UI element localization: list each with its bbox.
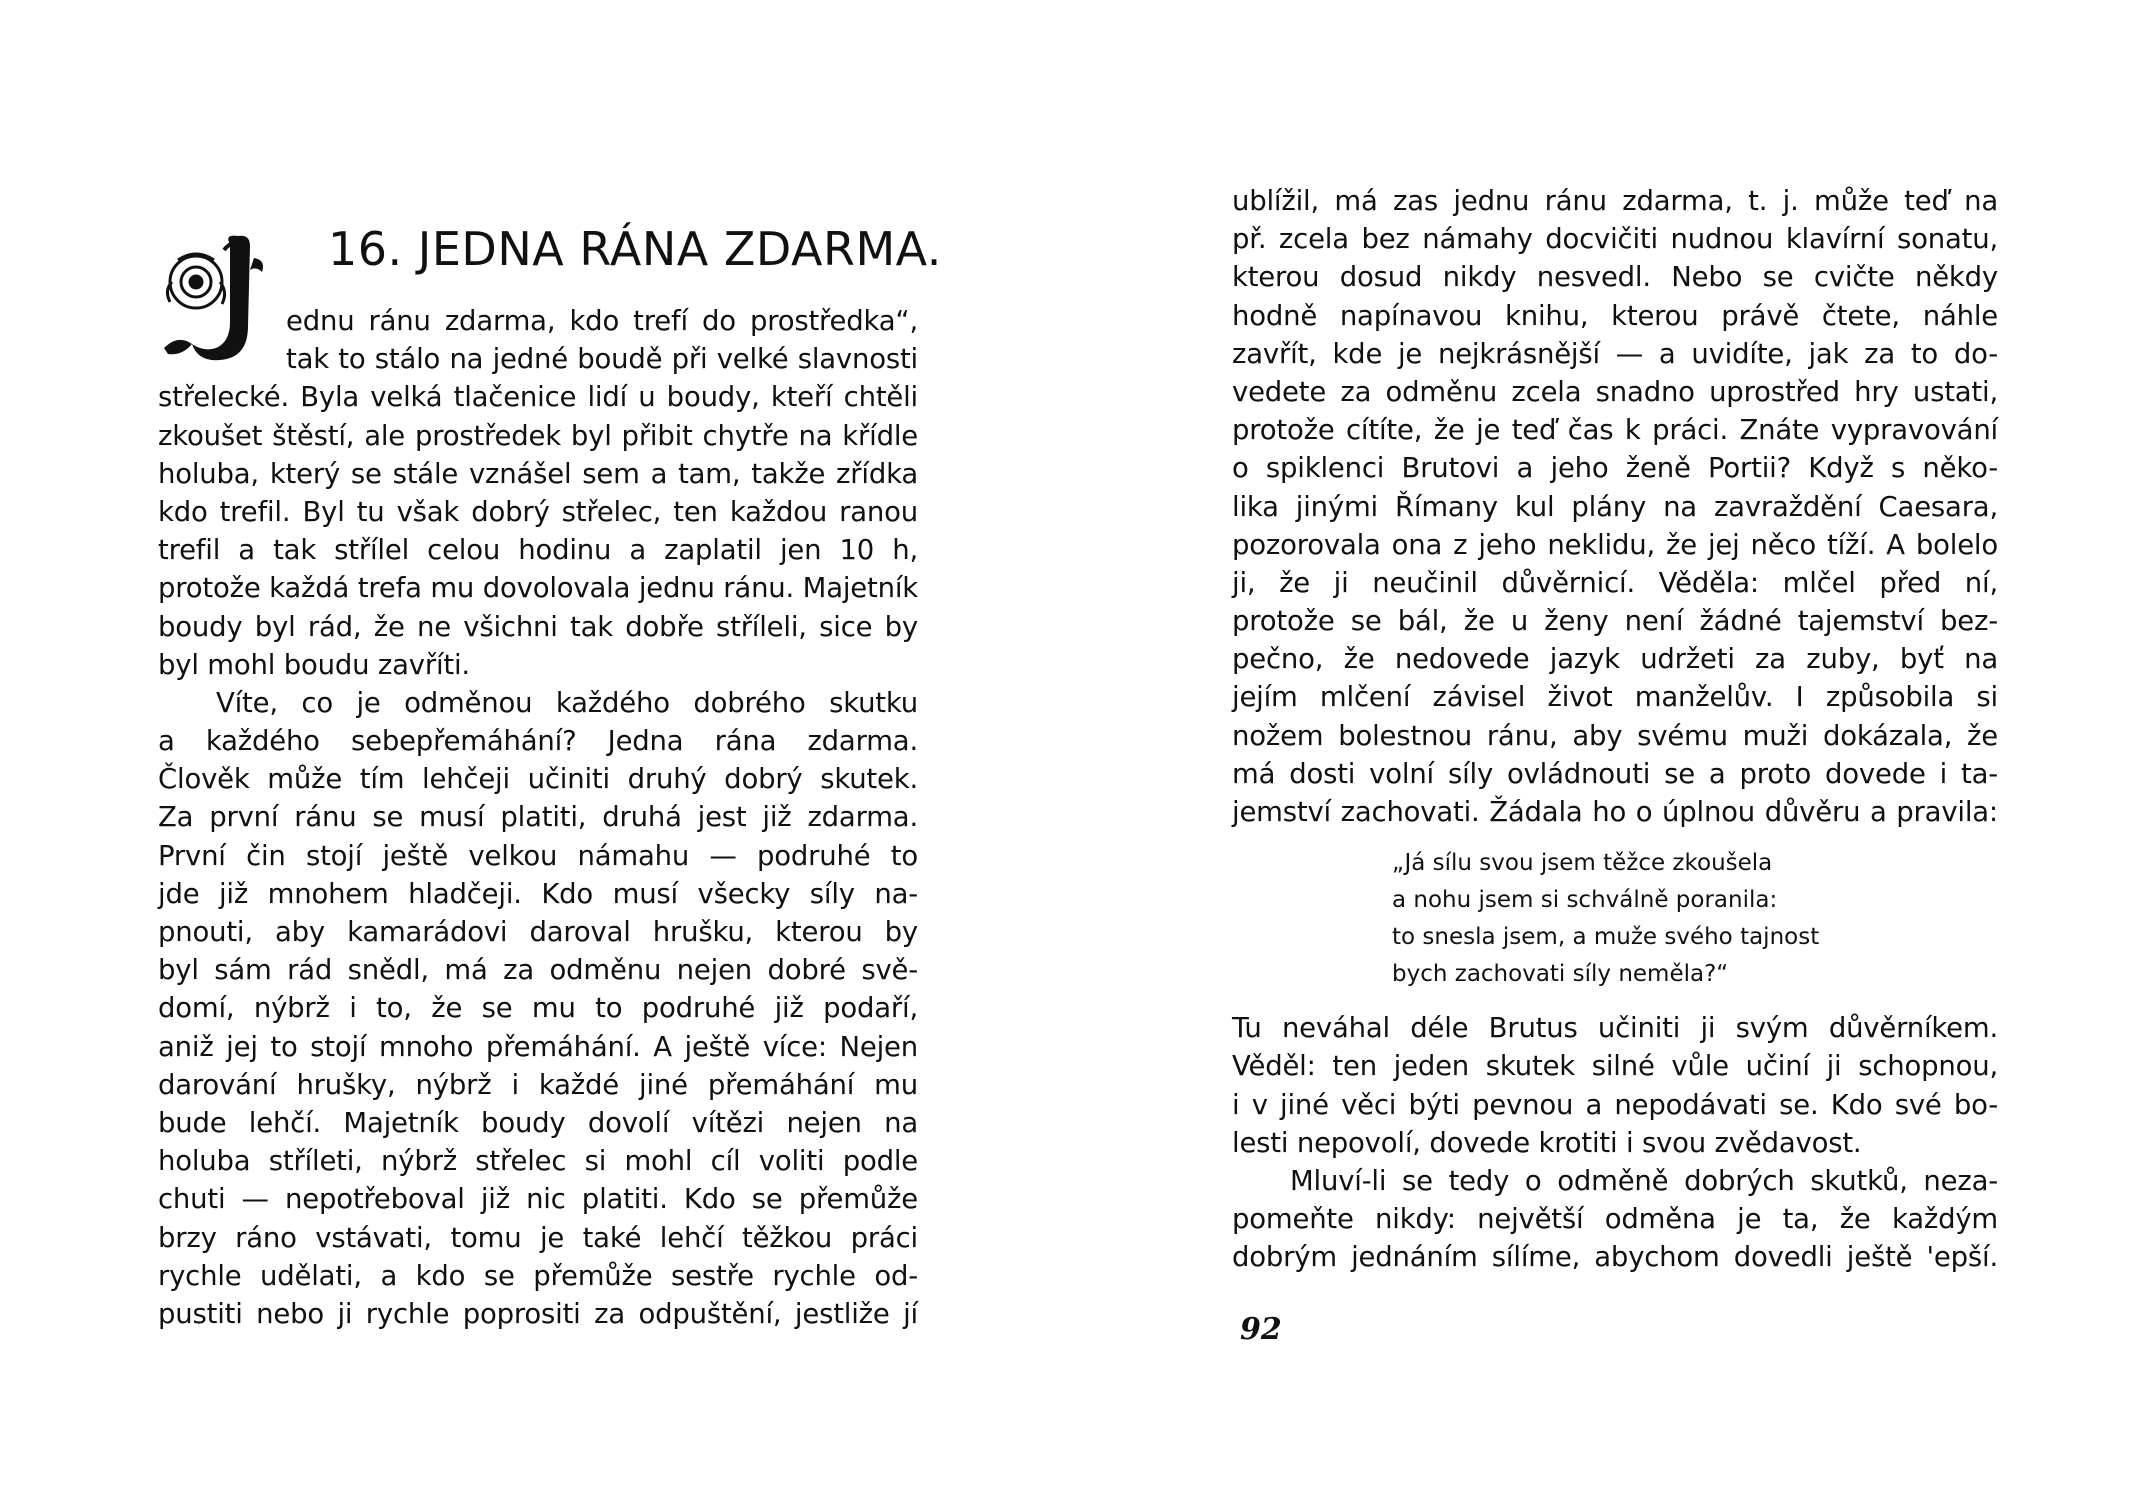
text-line: ednu ránu zdarma, kdo trefí do prostředka“, bbox=[286, 305, 918, 337]
verse-line: a nohu jsem si schválně poranila: bbox=[1392, 887, 1778, 914]
text-line: zkoušet štěstí, ale prostředek byl přibit chytře na křídle bbox=[158, 419, 918, 452]
text-line: Tu neváhal déle Brutus učiniti ji svým důvěrníkem. bbox=[1232, 1012, 1998, 1045]
text-line: rychle udělati, a kdo se přemůže sestře rychle od- bbox=[158, 1259, 918, 1292]
text-line: holuba stříleti, nýbrž střelec si mohl cíl voliti podle bbox=[158, 1145, 918, 1178]
text-line: př. zcela bez námahy docvičiti nudnou klavírní sonatu, bbox=[1232, 223, 1998, 256]
text-line: Víte, co je odměnou každého dobrého skutku bbox=[216, 686, 918, 719]
text-line: pustiti nebo ji rychle poprositi za odpuštění, jestliže jí bbox=[158, 1297, 918, 1330]
text-line: holuba, který se stále vznášel sem a tam, takže zřídka bbox=[158, 457, 918, 490]
text-line: o spiklenci Brutovi a jeho ženě Portii? Když s něko- bbox=[1232, 452, 1998, 485]
text-line: aniž jej to stojí mnoho přemáhání. A ještě více: Nejen bbox=[158, 1030, 918, 1063]
text-line: nožem bolestnou ránu, aby svému muži dokázala, že bbox=[1232, 719, 1998, 752]
verse-line: bych zachovati síly neměla?“ bbox=[1392, 961, 1729, 988]
text-line: chuti — nepotřeboval již nic platiti. Kdo se přemůže bbox=[158, 1183, 918, 1216]
text-line: má dosti volní síly ovládnouti se a proto dovede i ta- bbox=[1232, 757, 1998, 790]
text-line: Věděl: ten jeden skutek silné vůle učiní ji schopnou, bbox=[1232, 1050, 1998, 1083]
text-line: trefil a tak střílel celou hodinu a zaplatil jen 10 h, bbox=[158, 534, 918, 567]
text-line: jejím mlčení závisel život manželův. I způsobila si bbox=[1232, 681, 1998, 714]
left-text-block bbox=[158, 302, 918, 1333]
text-line: Za první ránu se musí platiti, druhá jest již zdarma. bbox=[158, 801, 918, 834]
text-line: zavřít, kde je nejkrásnější — a uvidíte, jak za to do- bbox=[1232, 337, 1998, 370]
text-line: tak to stálo na jedné boudě při velké slavnosti bbox=[286, 343, 918, 376]
text-line: střelecké. Byla velká tlačenice lidí u boudy, kteří chtěli bbox=[158, 381, 918, 414]
text-line: ji, že ji neučinil důvěrnicí. Věděla: mlčel před ní, bbox=[1232, 566, 1998, 599]
text-line: bude lehčí. Majetník boudy dovolí vítězi nejen na bbox=[158, 1106, 918, 1139]
text-line: protože cítíte, že je teď čas k práci. Znáte vypravování bbox=[1232, 414, 1998, 447]
quoted-verse bbox=[1392, 831, 1998, 1009]
text-line: kterou dosud nikdy nesvedl. Nebo se cvičte někdy bbox=[1232, 261, 1998, 294]
verse-line: to snesla jsem, a muže svého tajnost bbox=[1392, 924, 1820, 951]
text-line: hodně napínavou knihu, kterou právě čtete, náhle bbox=[1232, 299, 1998, 332]
text-line: i v jiné věci býti pevnou a nepodávati se. Kdo své bo- bbox=[1232, 1088, 1998, 1121]
text-line: boudy byl rád, že ne všichni tak dobře stříleli, sice by bbox=[158, 610, 918, 643]
text-line: domí, nýbrž i to, že se mu to podruhé již podaří, bbox=[158, 992, 918, 1025]
text-line: pnouti, aby kamarádovi daroval hrušku, kterou by bbox=[158, 916, 918, 948]
text-line: jde již mnohem hladčeji. Kdo musí všecky síly na- bbox=[158, 877, 918, 910]
text-line: protože každá trefa mu dovolovala jednu ránu. Majetník bbox=[158, 572, 918, 605]
text-line: ublížil, má zas jednu ránu zdarma, t. j. může teď na bbox=[1232, 185, 1998, 217]
text-line: a každého sebepřemáhání? Jedna rána zdarma. bbox=[158, 725, 918, 758]
right-page bbox=[1232, 182, 1998, 1277]
text-line: pomeňte nikdy: největší odměna je ta, že každým bbox=[1232, 1203, 1998, 1236]
text-line: pozorovala ona z jeho neklidu, že jej něco tíží. A bolelo bbox=[1232, 528, 1998, 561]
text-line: pečno, že nedovede jazyk udržeti za zuby, byť na bbox=[1232, 643, 1998, 676]
text-line: vedete za odměnu zcela snadno uprostřed hry ustati, bbox=[1232, 375, 1998, 408]
page-number: 92 bbox=[1240, 1312, 1282, 1347]
text-line: První čin stojí ještě velkou námahu — podruhé to bbox=[158, 839, 918, 872]
verse-line: „Já sílu svou jsem těžce zkoušela bbox=[1392, 850, 1773, 877]
text-line: byl mohl boudu zavříti. bbox=[158, 648, 470, 681]
text-line: brzy ráno vstávati, tomu je také lehčí těžkou práci bbox=[158, 1221, 918, 1254]
text-line: Mluví-li se tedy o odměně dobrých skutků, neza- bbox=[1290, 1164, 1998, 1197]
chapter-title: 16. JEDNA RÁNA ZDARMA. bbox=[328, 222, 942, 276]
text-line: dobrým jednáním sílíme, abychom dovedli ještě 'epší. bbox=[1232, 1241, 1998, 1274]
text-line: protože se bál, že u ženy není žádné tajemství bez- bbox=[1232, 605, 1998, 638]
text-line: lesti nepovolí, dovede krotiti i svou zvědavost. bbox=[1232, 1126, 1862, 1159]
text-line: lika jinými Římany kul plány na zavraždění Caesara, bbox=[1232, 490, 1998, 523]
text-line: darování hrušky, nýbrž i každé jiné přemáhání mu bbox=[158, 1068, 918, 1101]
text-line: Člověk může tím lehčeji učiniti druhý dobrý skutek. bbox=[158, 763, 918, 796]
text-line: jemství zachovati. Žádala ho o úplnou důvěru a pravila: bbox=[1232, 796, 1998, 828]
text-line: byl sám rád snědl, má za odměnu nejen dobré svě- bbox=[158, 954, 918, 987]
text-line: kdo trefil. Byl tu však dobrý střelec, ten každou ranou bbox=[158, 495, 918, 528]
